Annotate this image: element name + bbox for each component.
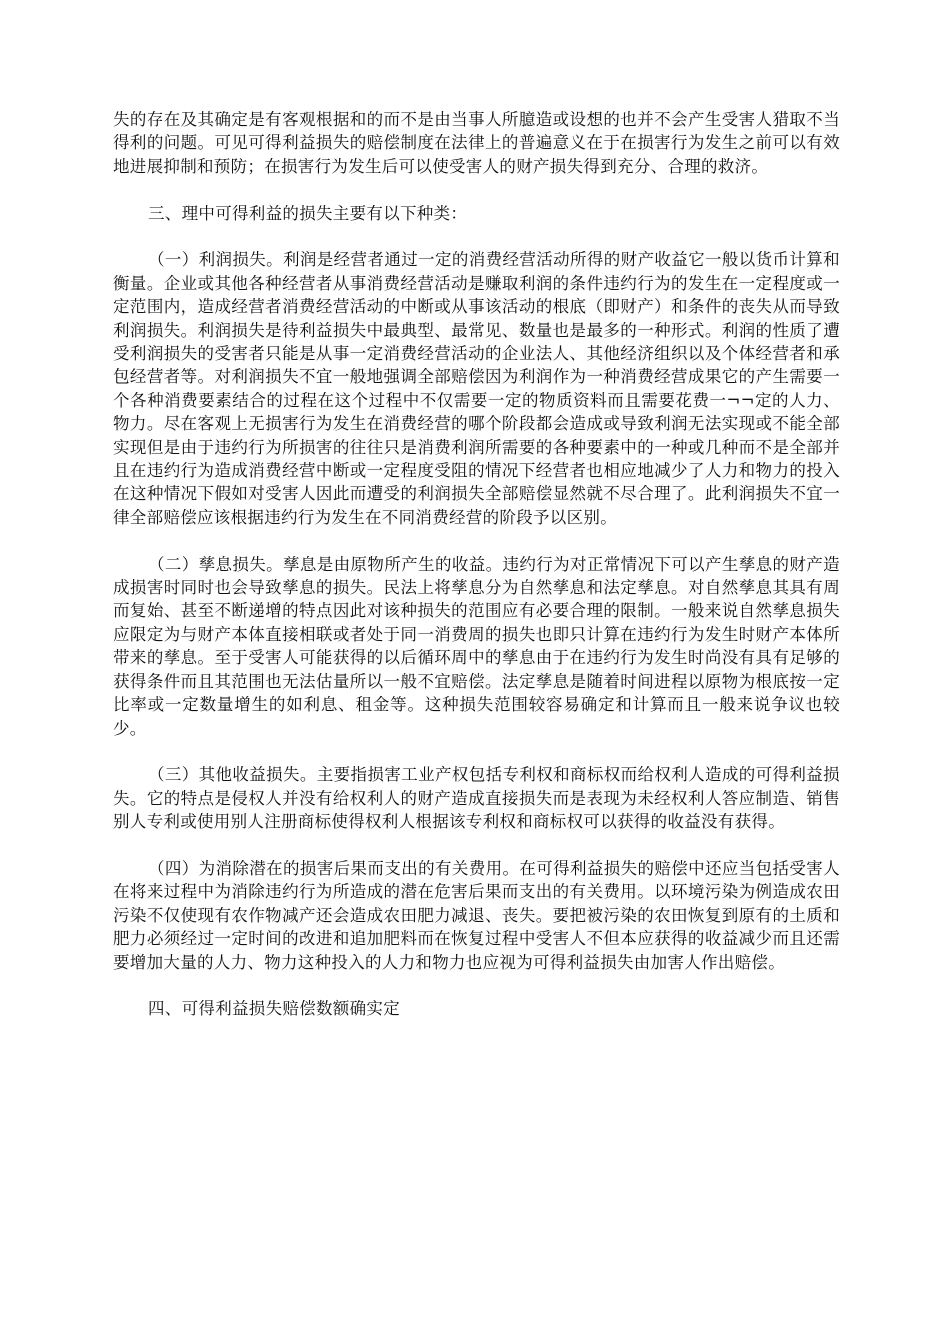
paragraph-continuation: 失的存在及其确定是有客观根据和的而不是由当事人所臆造或设想的也并不会产生受害人猎取不当得利的问题。可见可得利益损失的赔偿制度在法律上的普遍意义在于在损害行为发生之前可以有效地进展抑制和预防；在损害行为发生后可以使受害人的财产损失得到充分、合理的救济。 bbox=[113, 110, 840, 176]
paragraph-fruits-loss: （二）孳息损失。孳息是由原物所产生的收益。违约行为对正常情况下可以产生孳息的财产造成损害时同时也会导致孳息的损失。民法上将孳息分为自然孳息和法定孳息。对自然孳息其具有周而复始、甚至不断递增的特点因此对该种损失的范围应有必要合理的限制。一般来说自然孳息损失应限定为与财产本体直接相联或者处于同一消费周的损失也即只计算在违约行为发生时财产本体所带来的孳息。至于受害人可能获得的以后循环周中的孳息由于在违约行为发生时尚没有具有足够的获得条件而且其范围也无法估量所以一般不宜赔偿。法定孳息是随着时间进程以原物为根底按一定比率或一定数量增生的如利息、租金等。这种损失范围较容易确定和计算而且一般来说争议也较少。 bbox=[113, 554, 840, 738]
paragraph-profit-loss: （一）利润损失。利润是经营者通过一定的消费经营活动所得的财产收益它一般以货币计算和衡量。企业或其他各种经营者从事消费经营活动是赚取利润的条件违约行为的发生在一定程度或一定范围内，造成经营者消费经营活动的中断或从事该活动的根底（即财产）和条件的丧失从而导致利润损失。利润损失是待利益损失中最典型、最常见、数量也是最多的一种形式。利润的性质了遭受利润损失的受害者只能是从事一定消费经营活动的企业法人、其他经济组织以及个体经营者和承包经营者等。对利润损失不宜一般地强调全部赔偿因为利润作为一种消费经营成果它的产生需要一个各种消费要素结合的过程在这个过程中不仅需要一定的物质资料而且需要花费一¬¬定的人力、物力。尽在客观上无损害行为发生在消费经营的哪个阶段都会造成或导致利润无法实现或不能全部实现但是由于违约行为所损害的往往只是消费利润所需要的各种要素中的一种或几种而不是全部并且在违约行为造成消费经营中断或一定程度受阻的情况下经营者也相应地减少了人力和物力的投入在这种情况下假如对受害人因此而遭受的利润损失全部赔偿显然就不尽合理了。此利润损失不宜一律全部赔偿应该根据违约行为发生在不同消费经营的阶段予以区别。 bbox=[113, 250, 840, 527]
paragraph-other-income-loss: （三）其他收益损失。主要指损害工业产权包括专利权和商标权而给权利人造成的可得利益损失。它的特点是侵权人并没有给权利人的财产造成直接损失而是表现为未经权利人答应制造、销售别人专利或使用别人注册商标使得权利人根据该专利权和商标权可以获得的收益没有获得。 bbox=[113, 765, 840, 832]
paragraph-gap bbox=[113, 529, 840, 552]
paragraph-gap bbox=[113, 225, 840, 248]
document-body bbox=[113, 108, 840, 1021]
section-heading-four: 四、可得利益损失赔偿数额确实定 bbox=[148, 999, 400, 1019]
paragraph-gap bbox=[113, 178, 840, 201]
section-heading-three: 三、理中可得利益的损失主要有以下种类： bbox=[148, 203, 468, 223]
paragraph-gap bbox=[113, 740, 840, 763]
paragraph-gap bbox=[113, 834, 840, 857]
paragraph-gap bbox=[113, 974, 840, 997]
paragraph-remediation-costs: （四）为消除潜在的损害后果而支出的有关费用。在可得利益损失的赔偿中还应当包括受害人在将来过程中为消除违约行为所造成的潜在危害后果而支出的有关费用。以环境污染为例造成农田污染不仅使现有农作物减产还会造成农田肥力减退、丧失。要把被污染的农田恢复到原有的土质和肥力必须经过一定时间的改进和追加肥料而在恢复过程中受害人不但本应获得的收益减少而且还需要增加大量的人力、物力这种投入的人力和物力也应视为可得利益损失由加害人作出赔偿。 bbox=[113, 858, 840, 972]
